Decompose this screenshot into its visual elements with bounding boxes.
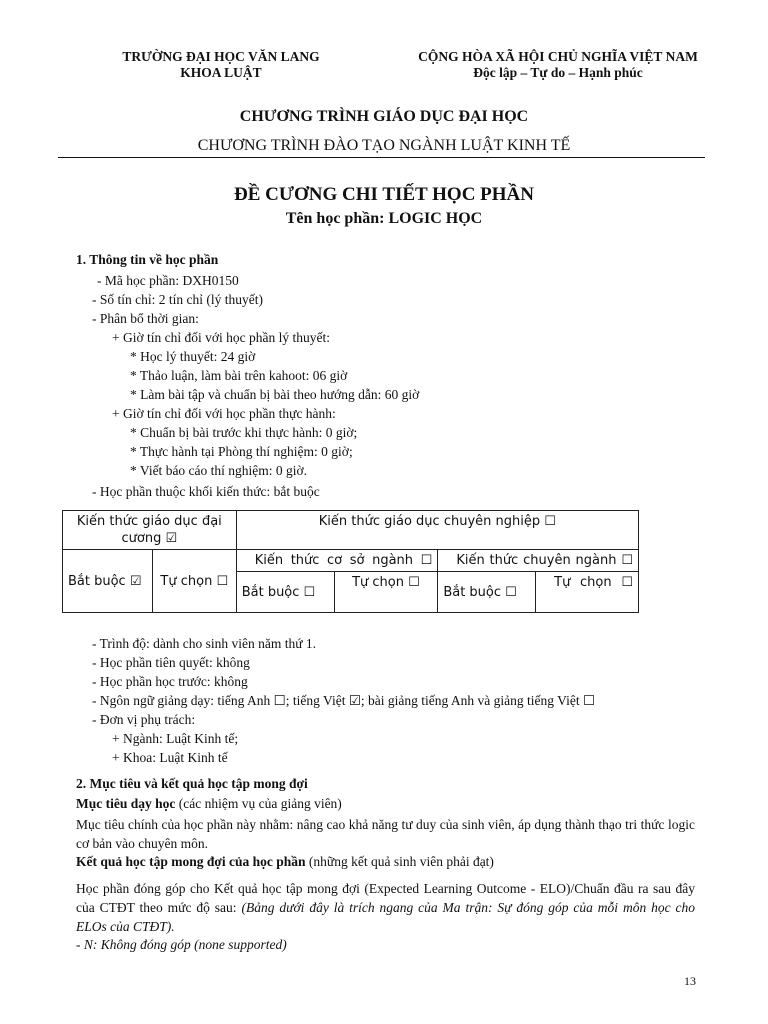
list-item: * Làm bài tập và chuẩn bị bài theo hướng dẫn: 60 giờ <box>130 387 420 402</box>
list-item: - Học phần thuộc khối kiến thức: bắt buộc <box>92 484 320 499</box>
general-knowledge-cell: Kiến thức giáo dục đại cương ☑ <box>63 511 237 550</box>
list-item: - Ngôn ngữ giảng dạy: tiếng Anh ☐; tiếng Việt ☑; bài giảng tiếng Anh và giảng tiếng Việt ☐ <box>92 693 596 708</box>
list-item: * Học lý thuyết: 24 giờ <box>130 349 256 364</box>
list-item: * Viết báo cáo thí nghiệm: 0 giờ. <box>130 463 308 478</box>
list-item: + Ngành: Luật Kinh tế; <box>112 731 239 746</box>
list-item: - Trình độ: dành cho sinh viên năm thứ 1. <box>92 636 317 651</box>
specialized-knowledge-cell: Kiến thức giáo dục chuyên nghiệp ☐ <box>236 511 638 550</box>
national-motto <box>388 49 728 81</box>
university-name: TRƯỜNG ĐẠI HỌC VĂN LANG <box>122 49 320 64</box>
list-item: + Giờ tín chỉ đối với học phần thực hành: <box>112 406 336 421</box>
elo-label-line <box>76 854 494 870</box>
required-cell: Bắt buộc ☑ <box>63 550 153 613</box>
teaching-goal-label-line <box>76 796 342 812</box>
list-item: * Chuẩn bị bài trước khi thực hành: 0 giờ; <box>130 425 358 440</box>
program-title: CHƯƠNG TRÌNH GIÁO DỤC ĐẠI HỌC <box>239 108 529 125</box>
teaching-goal-label: Mục tiêu dạy học <box>76 796 176 811</box>
list-item: * Thực hành tại Phòng thí nghiệm: 0 giờ; <box>130 444 353 459</box>
country-name: CỘNG HÒA XÃ HỘI CHỦ NGHĨA VIỆT NAM <box>418 49 698 64</box>
major-elective-cell: Tự chọn ☐ <box>536 572 639 613</box>
program-subtitle: CHƯƠNG TRÌNH ĐÀO TẠO NGÀNH LUẬT KINH TẾ <box>197 137 571 154</box>
section1-list-after <box>0 634 768 774</box>
course-name: Tên học phần: LOGIC HỌC <box>285 210 483 227</box>
section1-heading: 1. Thông tin về học phần <box>76 252 219 267</box>
elo-italic-note: (Bảng dưới đây là trích ngang của Ma trận: Sự đóng góp của mỗi môn học cho ELOs của CTĐT). <box>76 900 695 934</box>
major-required-cell: Bắt buộc ☐ <box>438 572 536 613</box>
list-item: - Phân bổ thời gian: <box>92 311 199 326</box>
core-required-cell: Bắt buộc ☐ <box>236 572 334 613</box>
core-knowledge-cell: Kiến thức cơ sở ngành ☐ <box>236 550 438 572</box>
list-item: - Học phần học trước: không <box>92 674 248 689</box>
list-item: - Mã học phần: DXH0150 <box>97 273 239 288</box>
major-knowledge-cell: Kiến thức chuyên ngành ☐ <box>438 550 639 572</box>
list-item: + Khoa: Luật Kinh tế <box>112 750 228 765</box>
teaching-goal-note: (các nhiệm vụ của giảng viên) <box>175 796 342 811</box>
legend-none-supported: - N: Không đóng góp (none supported) <box>76 937 287 952</box>
divider <box>58 157 705 158</box>
section2-heading: 2. Mục tiêu và kết quả học tập mong đợi <box>76 776 308 791</box>
list-item: * Thảo luận, làm bài trên kahoot: 06 giờ <box>130 368 348 383</box>
motto-line: Độc lập – Tự do – Hạnh phúc <box>473 65 643 80</box>
elective-cell: Tự chọn ☐ <box>152 550 236 613</box>
list-item: - Học phần tiên quyết: không <box>92 655 250 670</box>
list-item: - Đơn vị phụ trách: <box>92 712 196 727</box>
elo-text: Học phần đóng góp cho Kết quả học tập mong đợi (Expected Learning Outcome - ELO)/Chuẩn đầu ra sau đây của CTĐT theo mức độ sau: <box>76 881 695 915</box>
faculty-name: KHOA LUẬT <box>180 65 262 80</box>
elo-paragraph <box>76 879 695 936</box>
page-number: 13 <box>684 974 696 988</box>
core-elective-cell: Tự chọn ☐ <box>334 572 438 613</box>
knowledge-block-table <box>62 510 639 613</box>
elo-note: (những kết quả sinh viên phải đạt) <box>305 854 494 869</box>
university-header <box>90 49 352 81</box>
list-item: + Giờ tín chỉ đối với học phần lý thuyết: <box>112 330 330 345</box>
list-item: - Số tín chỉ: 2 tín chỉ (lý thuyết) <box>92 292 263 307</box>
syllabus-title: ĐỀ CƯƠNG CHI TIẾT HỌC PHẦN <box>234 184 534 205</box>
elo-label: Kết quả học tập mong đợi của học phần <box>76 854 306 869</box>
section1-list <box>0 271 768 501</box>
teaching-goal-text: Mục tiêu chính của học phần này nhằm: nâng cao khả năng tư duy của sinh viên, áp dụng thành thạo tri thức logic cơ bản vào chuyên môn. <box>76 817 695 851</box>
